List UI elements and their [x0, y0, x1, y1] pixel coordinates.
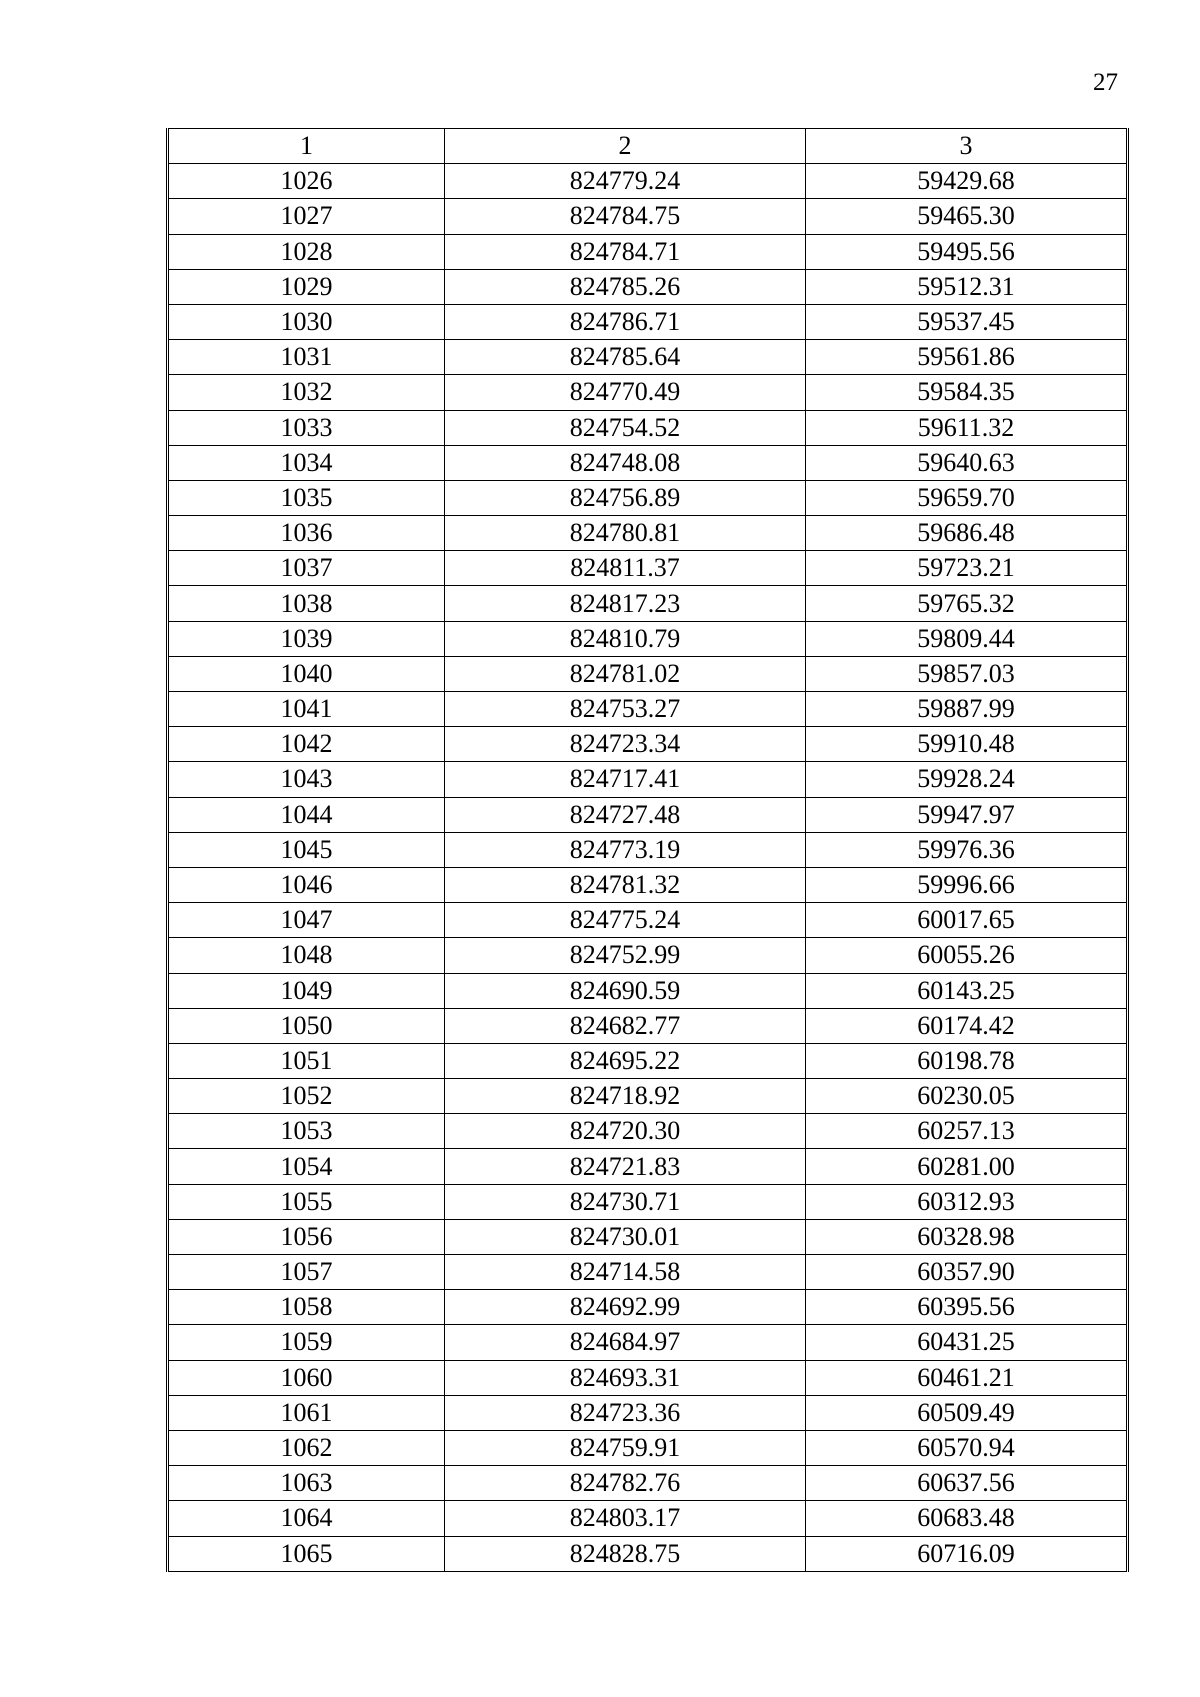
table-row [168, 867, 1128, 902]
y-coordinate-cell: 60257.13 [806, 1114, 1128, 1149]
page-number: 27 [1093, 69, 1118, 96]
point-number-cell: 1040 [168, 656, 445, 691]
table-row [168, 973, 1128, 1008]
x-coordinate-cell: 824748.08 [445, 445, 806, 480]
table-row [168, 1290, 1128, 1325]
y-coordinate-cell: 59611.32 [806, 410, 1128, 445]
table-body [168, 164, 1128, 1572]
table-row [168, 1184, 1128, 1219]
point-number-cell: 1041 [168, 692, 445, 727]
point-number-cell: 1063 [168, 1466, 445, 1501]
y-coordinate-cell: 59561.86 [806, 340, 1128, 375]
x-coordinate-cell: 824780.81 [445, 516, 806, 551]
table-row [168, 304, 1128, 339]
x-coordinate-cell: 824810.79 [445, 621, 806, 656]
column-header: 2 [445, 129, 806, 164]
y-coordinate-cell: 60357.90 [806, 1255, 1128, 1290]
y-coordinate-cell: 59976.36 [806, 832, 1128, 867]
table-row [168, 516, 1128, 551]
x-coordinate-cell: 824695.22 [445, 1043, 806, 1078]
column-header: 3 [806, 129, 1128, 164]
table-row [168, 269, 1128, 304]
point-number-cell: 1065 [168, 1536, 445, 1571]
x-coordinate-cell: 824693.31 [445, 1360, 806, 1395]
point-number-cell: 1056 [168, 1219, 445, 1254]
y-coordinate-cell: 59512.31 [806, 269, 1128, 304]
table-row [168, 762, 1128, 797]
table-row [168, 797, 1128, 832]
x-coordinate-cell: 824803.17 [445, 1501, 806, 1536]
y-coordinate-cell: 60395.56 [806, 1290, 1128, 1325]
y-coordinate-cell: 59910.48 [806, 727, 1128, 762]
y-coordinate-cell: 59640.63 [806, 445, 1128, 480]
table-row [168, 586, 1128, 621]
point-number-cell: 1034 [168, 445, 445, 480]
point-number-cell: 1049 [168, 973, 445, 1008]
y-coordinate-cell: 60716.09 [806, 1536, 1128, 1571]
x-coordinate-cell: 824779.24 [445, 164, 806, 199]
point-number-cell: 1058 [168, 1290, 445, 1325]
point-number-cell: 1047 [168, 903, 445, 938]
point-number-cell: 1064 [168, 1501, 445, 1536]
y-coordinate-cell: 59809.44 [806, 621, 1128, 656]
point-number-cell: 1028 [168, 234, 445, 269]
table-row [168, 1466, 1128, 1501]
point-number-cell: 1046 [168, 867, 445, 902]
table-row [168, 1395, 1128, 1430]
table-row [168, 410, 1128, 445]
x-coordinate-cell: 824781.02 [445, 656, 806, 691]
table-row [168, 1114, 1128, 1149]
y-coordinate-cell: 60461.21 [806, 1360, 1128, 1395]
x-coordinate-cell: 824754.52 [445, 410, 806, 445]
y-coordinate-cell: 60198.78 [806, 1043, 1128, 1078]
y-coordinate-cell: 59928.24 [806, 762, 1128, 797]
y-coordinate-cell: 60055.26 [806, 938, 1128, 973]
x-coordinate-cell: 824775.24 [445, 903, 806, 938]
x-coordinate-cell: 824759.91 [445, 1430, 806, 1465]
y-coordinate-cell: 60174.42 [806, 1008, 1128, 1043]
y-coordinate-cell: 59659.70 [806, 480, 1128, 515]
y-coordinate-cell: 60570.94 [806, 1430, 1128, 1465]
x-coordinate-cell: 824730.01 [445, 1219, 806, 1254]
y-coordinate-cell: 60312.93 [806, 1184, 1128, 1219]
point-number-cell: 1038 [168, 586, 445, 621]
x-coordinate-cell: 824727.48 [445, 797, 806, 832]
point-number-cell: 1043 [168, 762, 445, 797]
x-coordinate-cell: 824817.23 [445, 586, 806, 621]
x-coordinate-cell: 824782.76 [445, 1466, 806, 1501]
table-row [168, 832, 1128, 867]
point-number-cell: 1039 [168, 621, 445, 656]
point-number-cell: 1030 [168, 304, 445, 339]
y-coordinate-cell: 60683.48 [806, 1501, 1128, 1536]
point-number-cell: 1035 [168, 480, 445, 515]
coordinates-table [166, 128, 1129, 1572]
point-number-cell: 1062 [168, 1430, 445, 1465]
x-coordinate-cell: 824692.99 [445, 1290, 806, 1325]
y-coordinate-cell: 59686.48 [806, 516, 1128, 551]
x-coordinate-cell: 824828.75 [445, 1536, 806, 1571]
x-coordinate-cell: 824730.71 [445, 1184, 806, 1219]
table-row [168, 1255, 1128, 1290]
y-coordinate-cell: 60017.65 [806, 903, 1128, 938]
point-number-cell: 1060 [168, 1360, 445, 1395]
point-number-cell: 1042 [168, 727, 445, 762]
table-row [168, 1149, 1128, 1184]
y-coordinate-cell: 59584.35 [806, 375, 1128, 410]
y-coordinate-cell: 60637.56 [806, 1466, 1128, 1501]
point-number-cell: 1055 [168, 1184, 445, 1219]
y-coordinate-cell: 59887.99 [806, 692, 1128, 727]
x-coordinate-cell: 824690.59 [445, 973, 806, 1008]
y-coordinate-cell: 59537.45 [806, 304, 1128, 339]
table-row [168, 903, 1128, 938]
y-coordinate-cell: 59465.30 [806, 199, 1128, 234]
y-coordinate-cell: 60230.05 [806, 1079, 1128, 1114]
table-row [168, 164, 1128, 199]
x-coordinate-cell: 824753.27 [445, 692, 806, 727]
column-header: 1 [168, 129, 445, 164]
point-number-cell: 1026 [168, 164, 445, 199]
x-coordinate-cell: 824682.77 [445, 1008, 806, 1043]
x-coordinate-cell: 824714.58 [445, 1255, 806, 1290]
table-row [168, 480, 1128, 515]
y-coordinate-cell: 60328.98 [806, 1219, 1128, 1254]
table-row [168, 234, 1128, 269]
point-number-cell: 1051 [168, 1043, 445, 1078]
table-row [168, 199, 1128, 234]
table-row [168, 1430, 1128, 1465]
x-coordinate-cell: 824784.75 [445, 199, 806, 234]
x-coordinate-cell: 824756.89 [445, 480, 806, 515]
point-number-cell: 1044 [168, 797, 445, 832]
table-row [168, 551, 1128, 586]
y-coordinate-cell: 60509.49 [806, 1395, 1128, 1430]
x-coordinate-cell: 824684.97 [445, 1325, 806, 1360]
y-coordinate-cell: 59947.97 [806, 797, 1128, 832]
table-row [168, 1008, 1128, 1043]
point-number-cell: 1045 [168, 832, 445, 867]
table-row [168, 1360, 1128, 1395]
table-row [168, 727, 1128, 762]
y-coordinate-cell: 59765.32 [806, 586, 1128, 621]
point-number-cell: 1052 [168, 1079, 445, 1114]
table-row [168, 1501, 1128, 1536]
x-coordinate-cell: 824720.30 [445, 1114, 806, 1149]
x-coordinate-cell: 824773.19 [445, 832, 806, 867]
point-number-cell: 1048 [168, 938, 445, 973]
point-number-cell: 1054 [168, 1149, 445, 1184]
point-number-cell: 1027 [168, 199, 445, 234]
x-coordinate-cell: 824723.36 [445, 1395, 806, 1430]
table-row [168, 938, 1128, 973]
table-header-row [168, 129, 1128, 164]
point-number-cell: 1059 [168, 1325, 445, 1360]
y-coordinate-cell: 60431.25 [806, 1325, 1128, 1360]
point-number-cell: 1037 [168, 551, 445, 586]
y-coordinate-cell: 60281.00 [806, 1149, 1128, 1184]
table-row [168, 1043, 1128, 1078]
x-coordinate-cell: 824770.49 [445, 375, 806, 410]
y-coordinate-cell: 59723.21 [806, 551, 1128, 586]
x-coordinate-cell: 824785.26 [445, 269, 806, 304]
table-row [168, 1079, 1128, 1114]
x-coordinate-cell: 824785.64 [445, 340, 806, 375]
x-coordinate-cell: 824811.37 [445, 551, 806, 586]
table-row [168, 375, 1128, 410]
table-row [168, 1536, 1128, 1571]
y-coordinate-cell: 59429.68 [806, 164, 1128, 199]
x-coordinate-cell: 824723.34 [445, 727, 806, 762]
point-number-cell: 1029 [168, 269, 445, 304]
x-coordinate-cell: 824784.71 [445, 234, 806, 269]
x-coordinate-cell: 824786.71 [445, 304, 806, 339]
point-number-cell: 1031 [168, 340, 445, 375]
x-coordinate-cell: 824721.83 [445, 1149, 806, 1184]
table-row [168, 621, 1128, 656]
y-coordinate-cell: 59495.56 [806, 234, 1128, 269]
table-row [168, 692, 1128, 727]
table-row [168, 340, 1128, 375]
y-coordinate-cell: 59857.03 [806, 656, 1128, 691]
table-row [168, 1219, 1128, 1254]
x-coordinate-cell: 824752.99 [445, 938, 806, 973]
point-number-cell: 1033 [168, 410, 445, 445]
point-number-cell: 1050 [168, 1008, 445, 1043]
point-number-cell: 1036 [168, 516, 445, 551]
y-coordinate-cell: 59996.66 [806, 867, 1128, 902]
table-row [168, 1325, 1128, 1360]
x-coordinate-cell: 824717.41 [445, 762, 806, 797]
table-row [168, 445, 1128, 480]
y-coordinate-cell: 60143.25 [806, 973, 1128, 1008]
x-coordinate-cell: 824718.92 [445, 1079, 806, 1114]
table-row [168, 656, 1128, 691]
point-number-cell: 1057 [168, 1255, 445, 1290]
x-coordinate-cell: 824781.32 [445, 867, 806, 902]
point-number-cell: 1032 [168, 375, 445, 410]
point-number-cell: 1061 [168, 1395, 445, 1430]
point-number-cell: 1053 [168, 1114, 445, 1149]
